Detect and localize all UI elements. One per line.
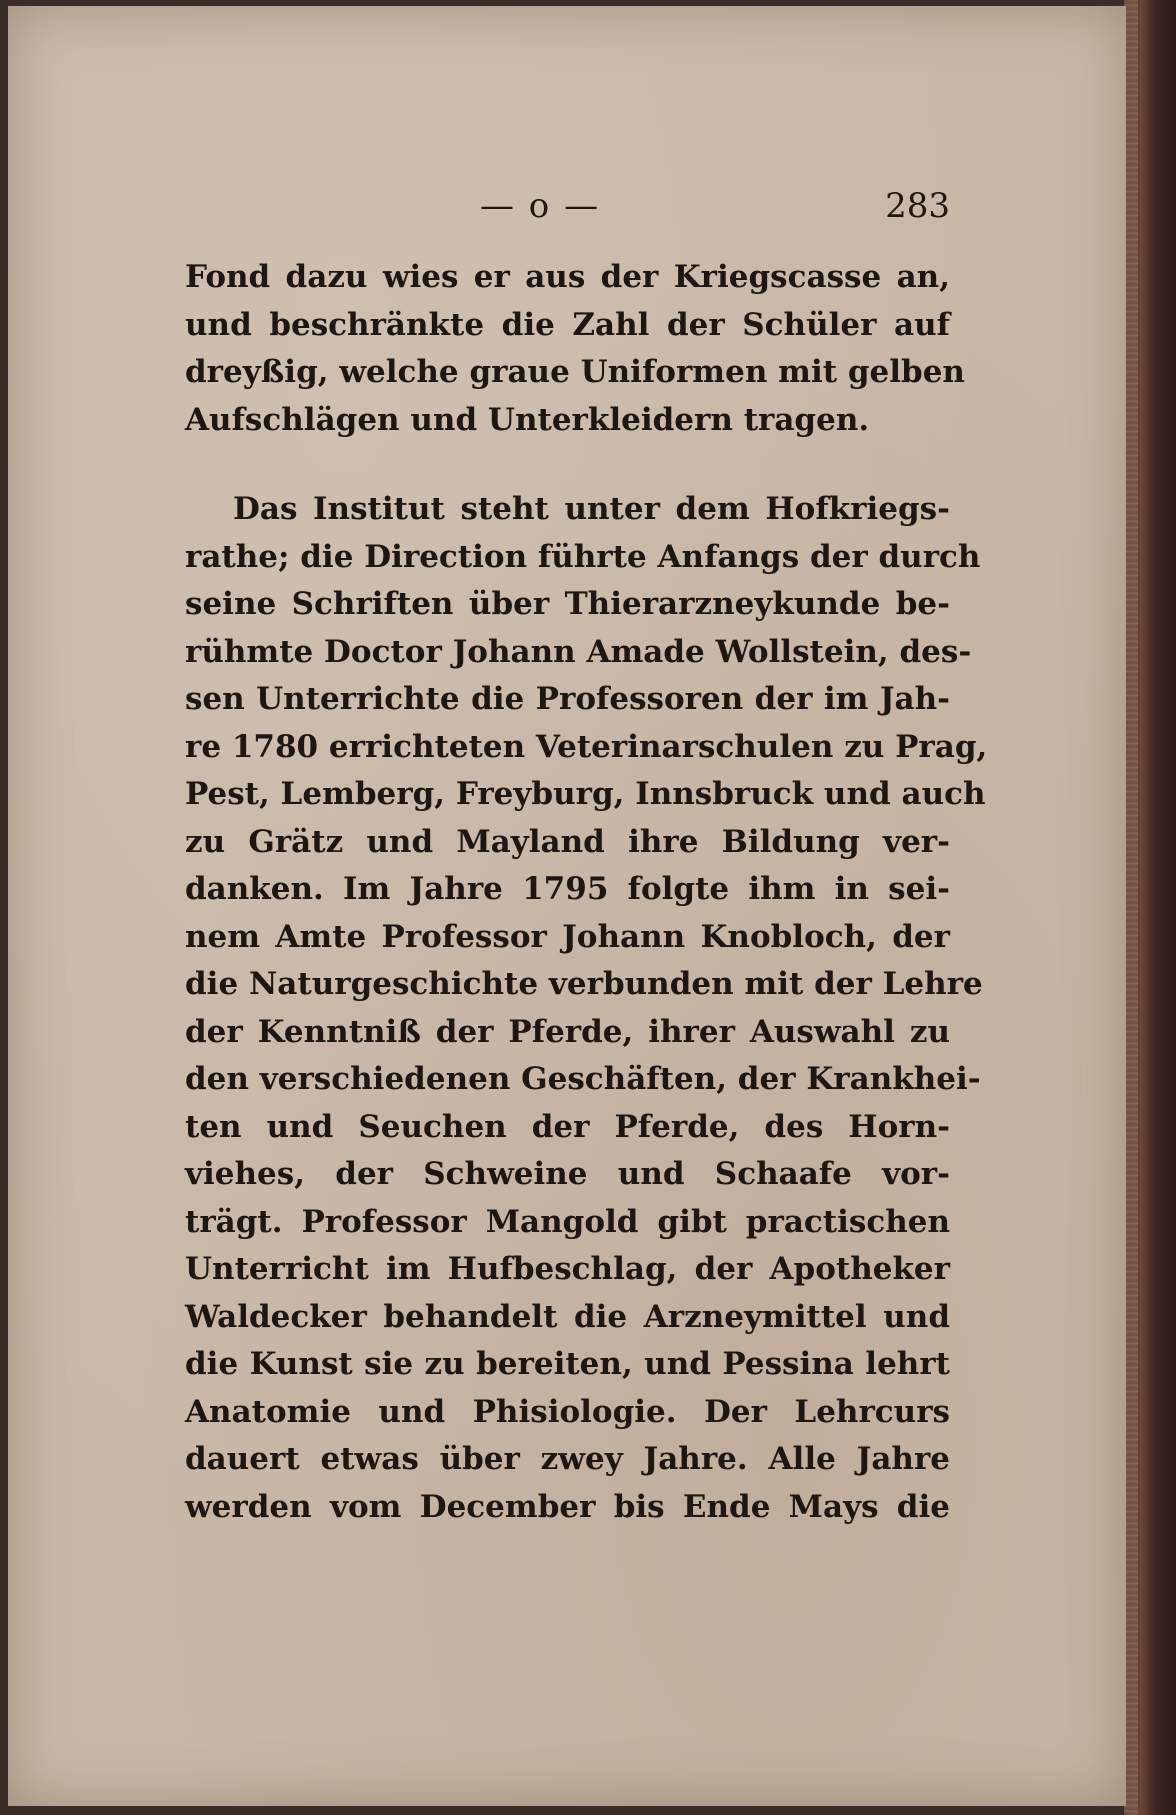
text-line: Fond dazu wies er aus der Kriegscasse an, [185, 259, 950, 295]
text-line: Waldecker behandelt die Arzneymittel und [185, 1298, 950, 1335]
text-line: sen Unterrichte die Professoren der im Jah- [185, 681, 950, 717]
text-line: werden vom December bis Ende Mays die [185, 1488, 950, 1525]
text-line: ten und Seuchen der Pferde, des Horn- [185, 1108, 950, 1145]
page-stack-edge [1124, 0, 1138, 1815]
text-line: den verschiedenen Geschäften, der Krankhei- [185, 1061, 981, 1097]
page-number: 283 [885, 186, 950, 226]
text-line: Das Institut steht unter dem Hofkriegs- [233, 491, 950, 527]
text-line: re 1780 errichteten Veterinarschulen zu Prag, [185, 728, 988, 765]
running-header [180, 186, 950, 236]
header-ornament: — o — [480, 186, 601, 226]
text-line: die Kunst sie zu bereiten, und Pessina lehrt [185, 1346, 950, 1382]
text-line: und beschränkte die Zahl der Schüler auf [185, 306, 950, 343]
text-line: Aufschlägen und Unterkleidern tragen. [185, 401, 870, 438]
text-line: dauert etwas über zwey Jahre. Alle Jahre [185, 1441, 950, 1477]
text-line: rühmte Doctor Johann Amade Wollstein, des- [185, 633, 972, 670]
text-line: viehes, der Schweine und Schaafe vor- [185, 1156, 950, 1192]
paragraph-gap [185, 444, 950, 486]
text-line: dreyßig, welche graue Uniformen mit gelben [185, 354, 965, 390]
text-line: der Kenntniß der Pferde, ihrer Auswahl zu [185, 1013, 950, 1050]
text-line: seine Schriften über Thierarzneykunde be- [185, 586, 950, 622]
text-line: die Naturgeschichte verbunden mit der Lehre [185, 966, 983, 1002]
text-line: Pest, Lemberg, Freyburg, Innsbruck und auch [185, 776, 986, 812]
body-text [185, 254, 988, 1531]
text-line: Unterricht im Hufbeschlag, der Apotheker [185, 1251, 950, 1287]
text-line: nem Amte Professor Johann Knobloch, der [185, 918, 950, 955]
text-line: danken. Im Jahre 1795 folgte ihm in sei- [185, 871, 950, 907]
paragraph-2 [185, 486, 988, 1531]
text-line: zu Grätz und Mayland ihre Bildung ver- [185, 823, 950, 860]
text-line: trägt. Professor Mangold gibt practischen [185, 1203, 950, 1240]
paragraph-1 [185, 254, 965, 444]
text-line: Anatomie und Phisiologie. Der Lehrcurs [185, 1393, 950, 1430]
text-line: rathe; die Direction führte Anfangs der durch [185, 538, 981, 575]
